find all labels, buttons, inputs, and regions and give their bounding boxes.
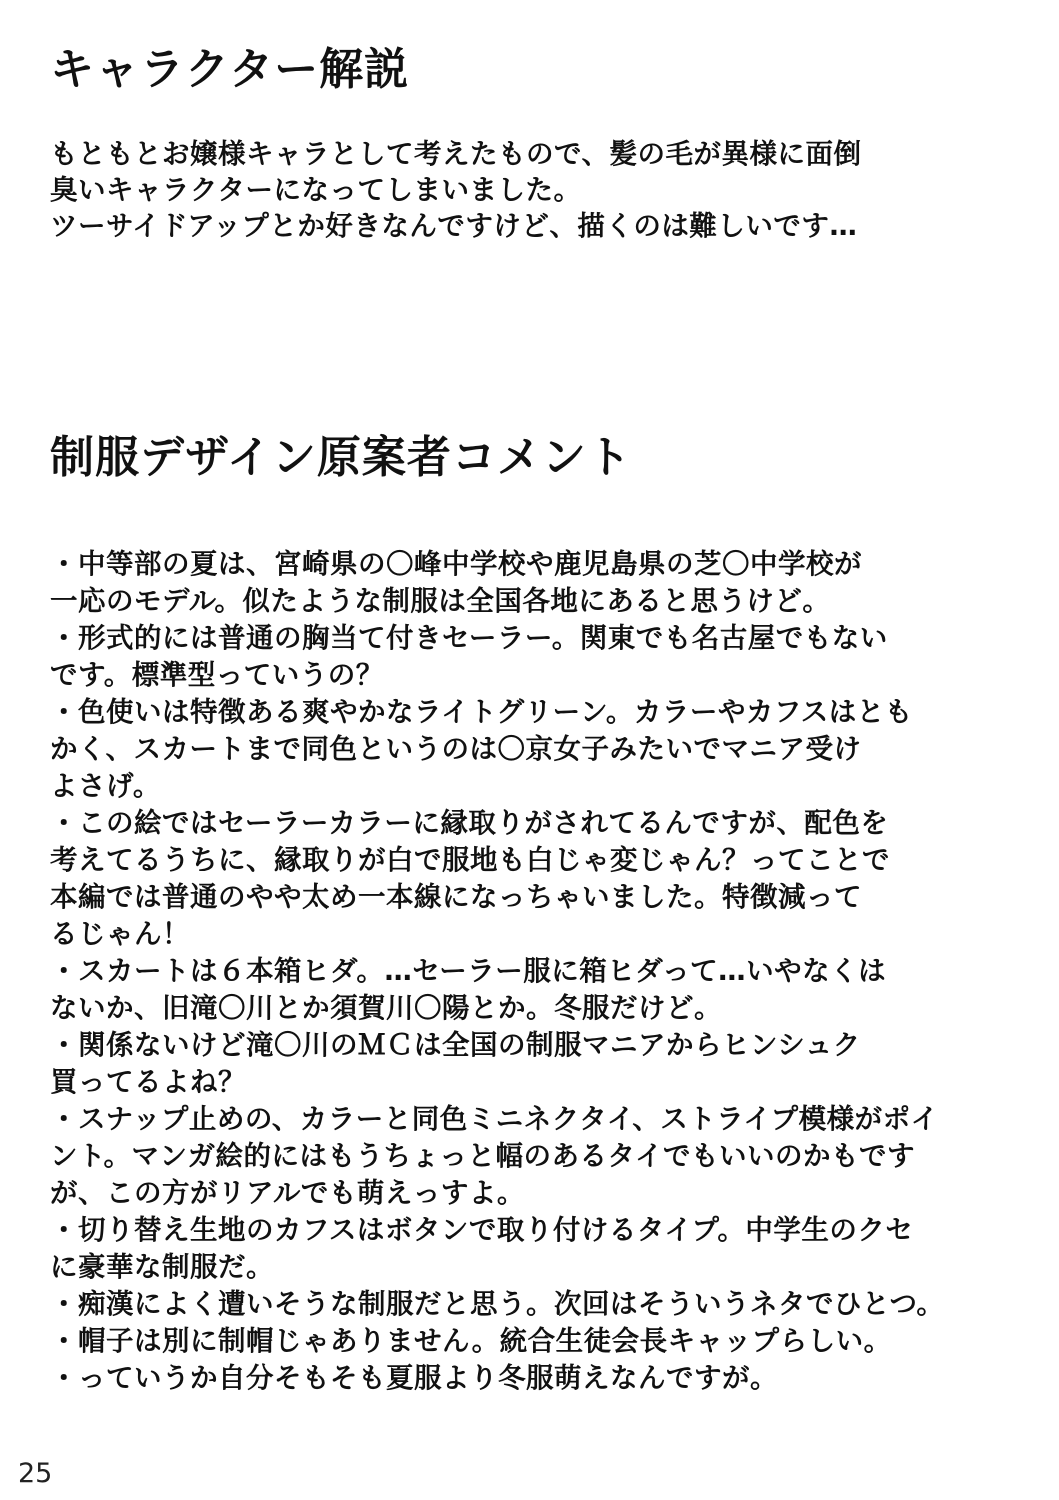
uniform-designer-comment-heading: 制服デザイン原案者コメント [50,432,632,483]
page-number: 25 [18,1458,53,1489]
body-line: ないか、旧滝〇川とか須賀川〇陽とか。冬服だけど。 [50,992,722,1024]
body-line: ・っていうか自分そもそも夏服より冬服萌えなんですが。 [50,1362,778,1394]
body-line: かく、スカートまで同色というのは〇京女子みたいでマニア受け [50,733,862,765]
body-line: ・中等部の夏は、宮崎県の〇峰中学校や鹿児島県の芝〇中学校が [50,548,862,580]
body-line: です。標準型っていうの？ [50,659,384,691]
uniform-designer-comment-body [50,546,944,1397]
body-line: ・痴漢によく遭いそうな制服だと思う。次回はそういうネタでひとつ。 [50,1288,945,1320]
character-notes-body [50,136,861,244]
body-line: ・色使いは特徴ある爽やかなライトグリーン。カラーやカフスはとも [50,696,913,728]
body-line: ・スカートは６本箱ヒダ。…セーラー服に箱ヒダって…いやなくは [50,955,887,987]
body-line: ・帽子は別に制帽じゃありません。統合生徒会長キャップらしい。 [50,1325,892,1357]
body-line: 一応のモデル。似たような制服は全国各地にあると思うけど。 [50,585,831,617]
body-line: が、この方がリアルでも萌えっすよ。 [50,1177,525,1209]
character-notes-heading: キャラクター解説 [50,44,410,95]
body-line: ・切り替え生地のカフスはボタンで取り付けるタイプ。中学生のクセ [50,1214,914,1246]
body-line: ・関係ないけど滝〇川のＭＣは全国の制服マニアからヒンシュク [50,1029,861,1061]
body-line: ント。マンガ絵的にはもうちょっと幅のあるタイでもいいのかもです [50,1140,915,1172]
body-line: るじゃん！ [50,918,190,950]
body-line: よさげ。 [50,770,161,802]
body-line: ・形式的には普通の胸当て付きセーラー。関東でも名古屋でもない [50,622,888,654]
body-line: ・この絵ではセーラーカラーに縁取りがされてるんですが、配色を [50,807,889,839]
body-line: ・スナップ止めの、カラーと同色ミニネクタイ、ストライプ模様がポイ [50,1103,939,1135]
body-line: 考えてるうちに、縁取りが白で服地も白じゃ変じゃん？ってことで [50,844,890,876]
body-line: もともとお嬢様キャラとして考えたもので、髪の毛が異様に面倒 [50,138,862,170]
body-line: 本編では普通のやや太め一本線になっちゃいました。特徴減って [50,881,862,913]
body-line: 臭いキャラクターになってしまいました。 [50,174,582,206]
body-line: に豪華な制服だ。 [50,1251,274,1283]
body-line: ツーサイドアップとか好きなんですけど、描くのは難しいです… [50,210,858,242]
body-line: 買ってるよね？ [50,1066,246,1098]
